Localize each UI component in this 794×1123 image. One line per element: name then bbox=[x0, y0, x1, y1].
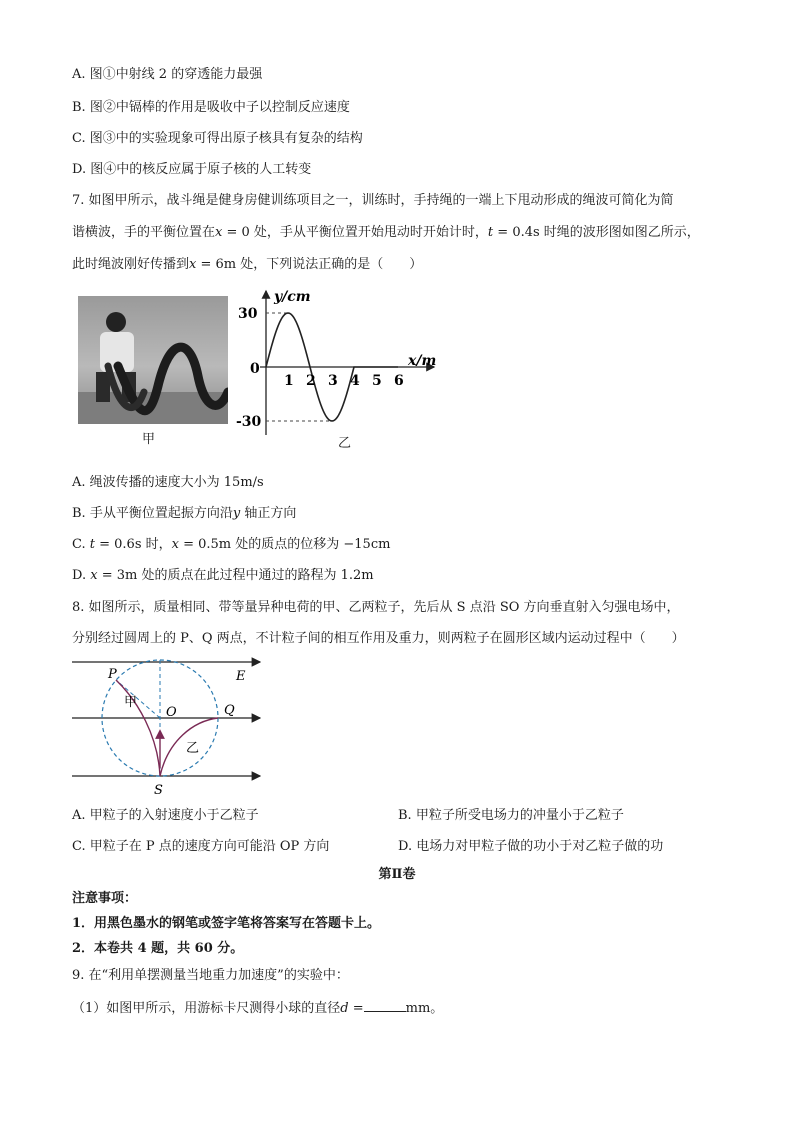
q7-stem-line1: 7. 如图甲所示，战斗绳是健身房健训练项目之一，训练时，手持绳的一端上下甩动形成的绳波可简化为简 bbox=[72, 193, 674, 208]
q8-option-d: D. 电场力对甲粒子做的功小于对乙粒子做的功 bbox=[398, 839, 664, 854]
answer-blank bbox=[364, 999, 406, 1012]
q7-stem-line3: 此时绳波刚好传播到x = 6m 处，下列说法正确的是（ ） bbox=[72, 257, 423, 272]
label-yi: 乙 bbox=[186, 741, 200, 756]
q7-option-d: D. x = 3m 处的质点在此过程中通过的路程为 1.2m bbox=[72, 568, 374, 583]
q7-option-a: A. 绳波传播的速度大小为 15m/s bbox=[72, 475, 264, 490]
y-tick-label-neg30: -30 bbox=[236, 414, 262, 430]
x-tick-label-2: 2 bbox=[306, 373, 316, 389]
q8-option-a: A. 甲粒子的入射速度小于乙粒子 bbox=[72, 808, 259, 823]
label-q: Q bbox=[224, 703, 235, 718]
electric-field-diagram bbox=[68, 656, 268, 801]
q6-option-a: A. 图①中射线 2 的穿透能力最强 bbox=[72, 67, 263, 82]
trajectory-jia bbox=[116, 680, 160, 776]
notice-item-2: 2．本卷共 4 题，共 60 分。 bbox=[72, 941, 244, 956]
x-tick-label-5: 5 bbox=[372, 373, 382, 389]
notice-item-1: 1．用黑色墨水的钢笔或签字笔将答案写在答题卡上。 bbox=[72, 916, 381, 931]
x-tick-label-6: 6 bbox=[394, 373, 404, 389]
q6-option-c: C. 图③中的实验现象可得出原子核具有复杂的结构 bbox=[72, 131, 363, 146]
q7-stem-line2: 谐横波，手的平衡位置在x = 0 处，手从平衡位置开始甩动时开始计时，t = 0.4s 时绳的波形图如图乙所示， bbox=[72, 225, 700, 240]
q9-part1: （1）如图甲所示，用游标卡尺测得小球的直径d = mm。 bbox=[72, 1001, 444, 1016]
q7-option-c: C. t = 0.6s 时，x = 0.5m 处的质点的位移为 −15cm bbox=[72, 537, 391, 552]
q6-option-d: D. 图④中的核反应属于原子核的人工转变 bbox=[72, 162, 312, 177]
label-o: O bbox=[166, 705, 177, 720]
x-tick-label-4: 4 bbox=[350, 373, 360, 389]
radius-op bbox=[116, 680, 160, 718]
notice-title: 注意事项： bbox=[72, 891, 138, 906]
label-e: E bbox=[236, 669, 246, 684]
x-tick-label-1: 1 bbox=[284, 373, 294, 389]
q6-option-b: B. 图②中镉棒的作用是吸收中子以控制反应速度 bbox=[72, 100, 350, 115]
x-axis-label: x/m bbox=[408, 353, 436, 369]
origin-label: 0 bbox=[250, 361, 260, 377]
wave-graph bbox=[236, 285, 436, 460]
part2-title: 第Ⅱ卷 bbox=[378, 867, 416, 882]
q8-option-b: B. 甲粒子所受电场力的冲量小于乙粒子 bbox=[398, 808, 624, 823]
figure-label-yi: 乙 bbox=[338, 436, 352, 451]
label-p: P bbox=[108, 667, 117, 682]
figure-label-jia: 甲 bbox=[142, 432, 156, 447]
q8-stem-line2: 分别经过圆周上的 P、Q 两点，不计粒子间的相互作用及重力，则两粒子在圆形区域内运动过程中（ ） bbox=[72, 631, 685, 646]
label-s: S bbox=[154, 783, 163, 798]
q9-stem: 9. 在“利用单摆测量当地重力加速度”的实验中： bbox=[72, 968, 349, 983]
x-tick-label-3: 3 bbox=[328, 373, 338, 389]
q8-stem-line1: 8. 如图所示，质量相同、带等量异种电荷的甲、乙两粒子，先后从 S 点沿 SO 方向垂直射入匀强电场中， bbox=[72, 600, 680, 615]
battle-rope-photo bbox=[78, 296, 228, 424]
q7-option-b: B. 手从平衡位置起振方向沿y 轴正方向 bbox=[72, 506, 297, 521]
y-axis-label: y/cm bbox=[274, 289, 311, 305]
y-tick-label-30: 30 bbox=[238, 306, 258, 322]
label-jia: 甲 bbox=[124, 695, 138, 710]
q8-option-c: C. 甲粒子在 P 点的速度方向可能沿 OP 方向 bbox=[72, 839, 330, 854]
